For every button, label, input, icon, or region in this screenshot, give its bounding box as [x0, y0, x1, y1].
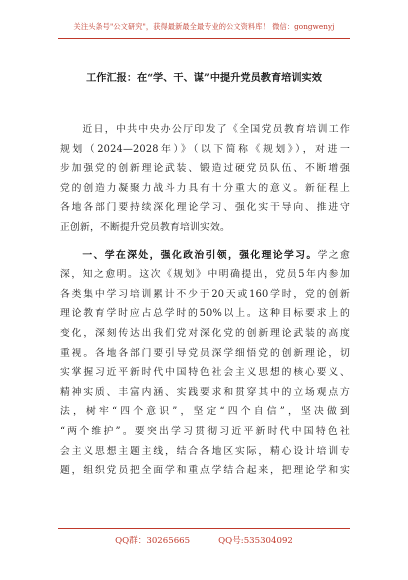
paragraph-line: 实掌握习近平新时代中国特色社会主义思想的核心要义、: [60, 367, 350, 379]
footer-divider: [58, 528, 350, 529]
paragraph-line: 步加强党的创新理论武装、锻造过硬党员队伍、不断增强: [60, 163, 350, 175]
paragraph-line: 会主义思想主题主线，结合各地区实际，精心设计培训专: [60, 445, 350, 457]
document-title: 工作汇报：在“学、干、谋”中提升党员教育培训实效: [86, 72, 322, 84]
paragraph-line: 近日，中共中央办公厅印发了《全国党员教育培训工作: [82, 124, 350, 135]
paragraph-line: 党的创造力凝聚力战斗力具有十分重大的意义。新征程上: [60, 182, 350, 194]
paragraph-line: 精神实质、丰富内涵、实践要求和贯穿其中的立场观点方: [60, 386, 350, 398]
section-heading-line: 一、学在深处，强化政治引领，强化理论学习。学之愈: [82, 249, 350, 261]
document-body: [60, 120, 350, 481]
paragraph-line: 深，知之愈明。这次《规划》中明确提出，党员5年内参加: [60, 269, 350, 281]
paragraph-line: 理论教育学时应占总学时的50%以上。这种目标要求上的: [60, 308, 350, 320]
paragraph-line: 变化，深刻传达出我们党对深化党的创新理论武装的高度: [60, 327, 350, 339]
header-divider: [58, 38, 350, 39]
paragraph-line: “两个维护”。要突出学习贯彻习近平新时代中国特色社: [60, 425, 350, 437]
footer-qq-group: QQ群：30265665: [115, 536, 191, 546]
paragraph-line: 正创新，不断提升党员教育培训实效。: [60, 221, 230, 233]
paragraph-line: 规划（2024—2028年）》（以下简称《规划》），对进一: [60, 143, 350, 155]
paragraph-line: 各类集中学习培训累计不少于20天或160学时，党的创新: [60, 288, 350, 300]
paragraph-line: 题，组织党员把全面学和重点学结合起来，把理论学和实: [60, 465, 350, 477]
paragraph-line: 法，树牢“四个意识”，坚定“四个自信”，坚决做到: [60, 406, 350, 418]
section-heading: 一、学在深处，强化政治引领，强化理论学习。: [82, 249, 318, 261]
paragraph-line: 重视。各地各部门要引导党员深学细悟党的创新理论，切: [60, 347, 350, 359]
paragraph-line: 各地各部门要持续深化理论学习、强化实干导向、推进守: [60, 202, 350, 214]
header-banner: 关注头条号"公文研究"，获得最新最全最专业的公文资料库！ 微信：gongwenyj: [73, 22, 335, 31]
footer-contact: [0, 534, 408, 546]
footer-qq-number: QQ号:535304092: [218, 536, 293, 546]
